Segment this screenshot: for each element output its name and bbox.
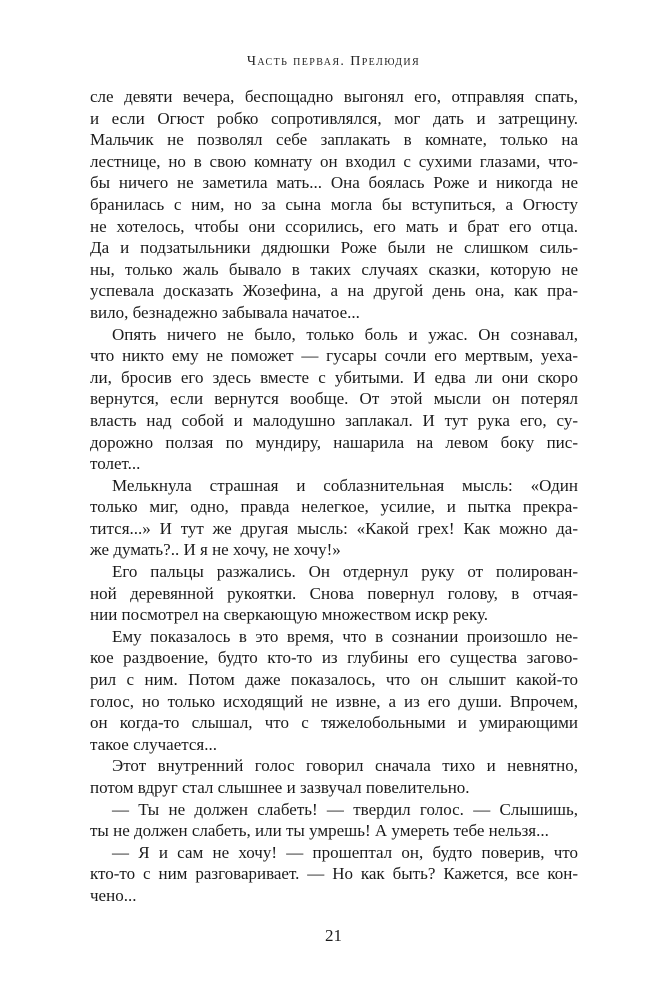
text-line: лестнице, но в свою комнату он входил с сухими глазами, что- [90,151,578,171]
text-line: власть над собой и малодушно заплакал. И тут рука его, су- [90,410,578,430]
text-line: такое случается... [90,734,218,754]
body-text [90,86,578,907]
text-line: вило, безнадежно забывала начатое... [90,302,360,322]
text-line: и если Огюст робко сопротивлялся, мог дать и затрещину. [90,108,578,128]
text-line: же думать?.. И я не хочу, не хочу!» [90,540,341,560]
text-line: сле девяти вечера, беспощадно выгонял его, отправляя спать, [90,87,578,106]
text-line: ны, только жаль бывало в таких случаях сказки, которую не [90,259,578,279]
text-line: только миг, одно, правда нелегкое, усилие, и пытка прекра- [90,497,578,517]
text-line: потом вдруг стал слышнее и зазвучал повелительно. [90,778,470,797]
text-line: бы ничего не заметила мать... Она боялась Роже и никогда не [90,173,578,193]
page-number: 21 [325,926,342,945]
running-head: Часть первая. Прелюдия [246,54,421,69]
text-line: Опять ничего не было, только боль и ужас. Он сознавал, [112,324,578,344]
paragraph [90,561,578,626]
text-line: он когда-то слышал, что с тяжелобольными и умирающими [90,713,578,733]
paragraph [90,475,578,561]
text-line: дорожно ползая по мундиру, нашарила на левом боку пис- [90,432,578,452]
text-line: Да и подзатыльники дядюшки Роже были не слишком силь- [90,238,578,258]
text-line: ной деревянной рукоятки. Снова повернул голову, в отчая- [90,583,578,603]
text-line: рил с ним. Потом даже показалось, что он слышит какой-то [90,670,578,690]
paragraph [90,324,578,475]
text-line: ты не должен слабеть, или ты умрешь! А умереть тебе нельзя... [90,821,549,841]
text-line: чено... [90,885,137,905]
text-line: — Я и сам не хочу! — прошептал он, будто поверив, что [112,842,578,862]
text-line: кто-то с ним разговаривает. — Но как быть? Кажется, все кон- [90,864,578,884]
text-line: толет... [90,454,141,474]
text-line: нии посмотрел на сверкающую множеством искр реку. [90,605,489,625]
text-line: успевала досказать Жозефина, а на другой день она, как пра- [90,281,578,301]
text-line: вернутся, если вернутся вообще. От этой мысли он потерял [90,389,578,409]
dialogue-paragraph [90,842,578,907]
paragraph [90,626,578,756]
text-line: Мальчик не позволял себе заплакать в комнате, только на [90,130,578,150]
paragraph-continued [90,86,578,324]
text-line: голос, но только исходящий не извне, а из его души. Впрочем, [90,691,578,711]
text-line: что никто ему не поможет — гусары сочли его мертвым, уеха- [90,346,578,366]
text-line: бранилась с ним, но за сына могла бы вступиться, а Огюсту [90,194,578,214]
dialogue-paragraph [90,799,578,842]
text-line: Ему показалось в это время, что в сознании произошло не- [112,626,578,646]
text-line: Этот внутренний голос говорил сначала тихо и невнятно, [112,756,578,776]
text-line: — Ты не должен слабеть! — твердил голос. — Слышишь, [112,799,578,819]
text-line: не хотелось, чтобы они ссорились, его мать и брат его отца. [90,216,578,236]
text-line: Его пальцы разжались. Он отдернул руку от полирован- [112,562,578,582]
text-line: Мелькнула страшная и соблазнительная мысль: «Один [112,475,578,495]
text-line: кое раздвоение, будто кто-то из глубины его существа загово- [90,648,578,668]
text-line: тится...» И тут же другая мысль: «Какой грех! Как можно да- [90,518,578,538]
text-line: ли, бросив его здесь вместе с убитыми. И едва ли они скоро [90,367,578,387]
paragraph [90,755,578,798]
